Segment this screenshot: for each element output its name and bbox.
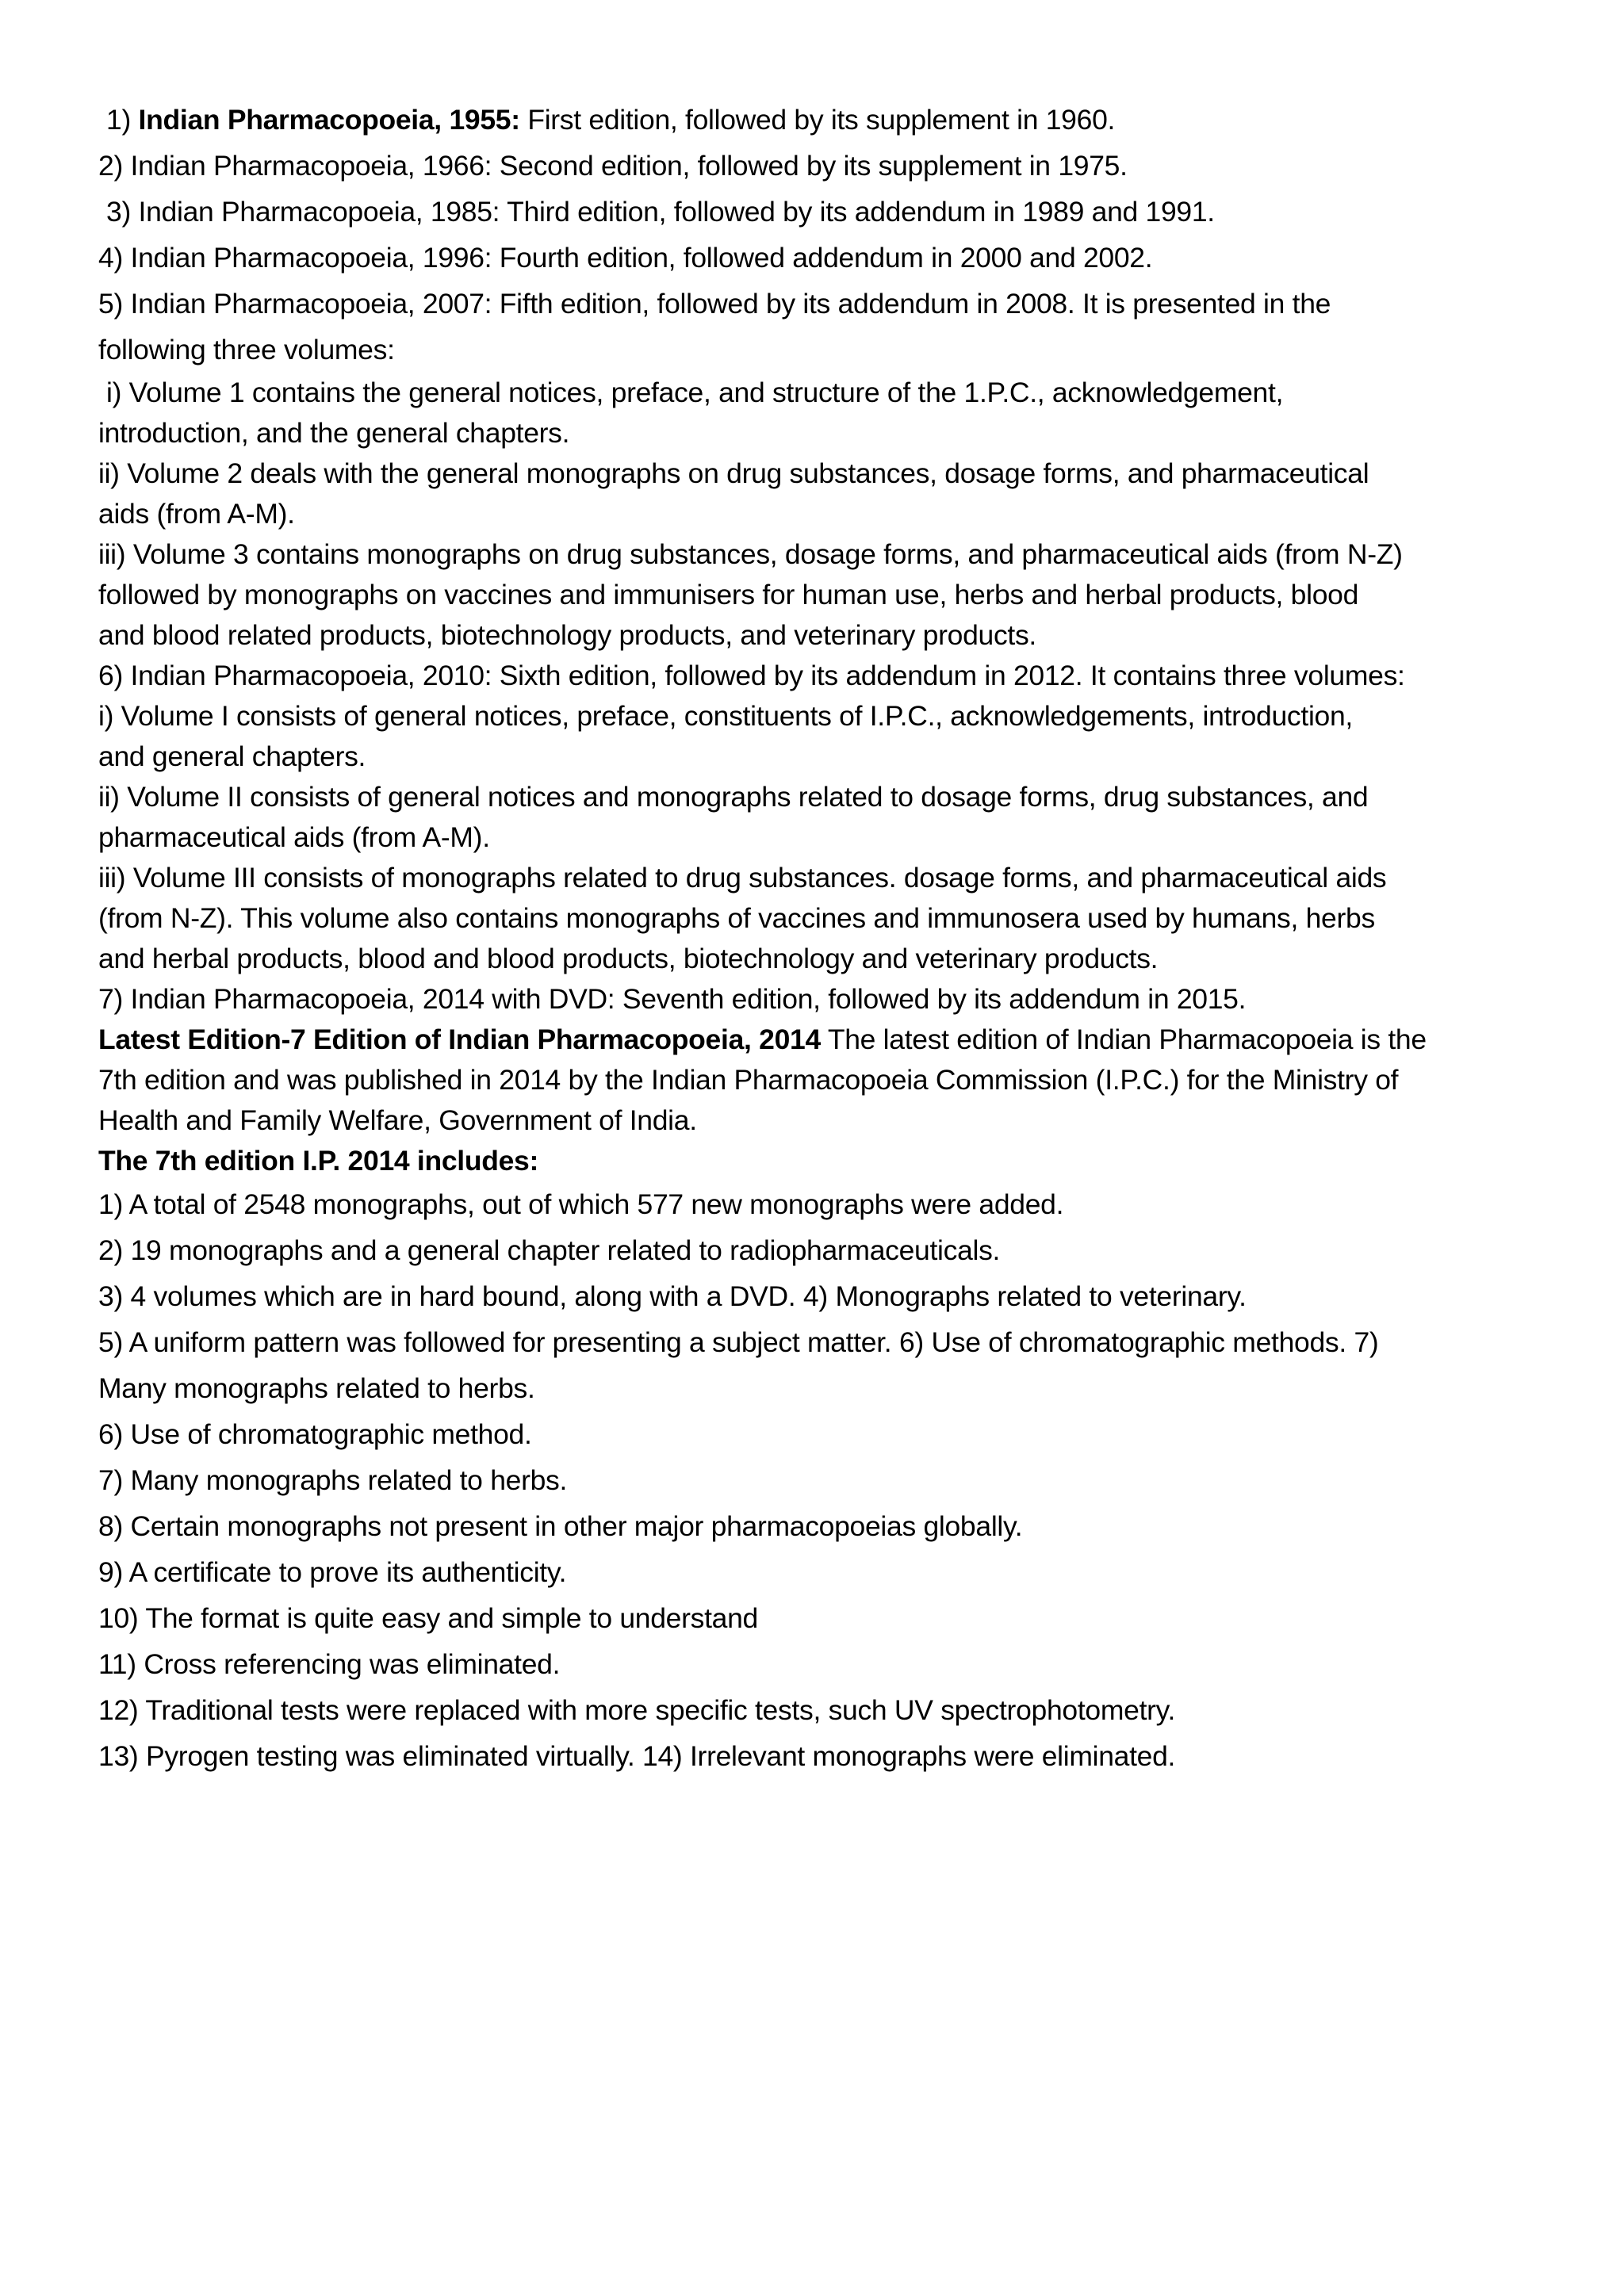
edition-1-number: 1) bbox=[106, 104, 131, 136]
edition-5-volume-1-line-2: introduction, and the general chapters. bbox=[98, 417, 570, 449]
edition-5-volume-3-line-2: followed by monographs on vaccines and immunisers for human use, herbs and herbal products, blood bbox=[98, 579, 1359, 610]
includes-item: 8) Certain monographs not present in other major pharmacopoeias globally. bbox=[98, 1510, 1023, 1542]
edition-6-volume-2-line-2: pharmaceutical aids (from A-M). bbox=[98, 821, 490, 853]
edition-6-volume-3-line-3: and herbal products, blood and blood products, biotechnology and veterinary products. bbox=[98, 943, 1159, 974]
edition-5-line-1: 5) Indian Pharmacopoeia, 2007: Fifth edition, followed by its addendum in 2008. It is presented in the bbox=[98, 288, 1331, 320]
edition-5-volume-3-line-3: and blood related products, biotechnology products, and veterinary products. bbox=[98, 619, 1036, 651]
edition-6-line-1: 6) Indian Pharmacopoeia, 2010: Sixth edition, followed by its addendum in 2012. It contains three volumes: bbox=[98, 660, 1405, 691]
includes-heading-text: The 7th edition I.P. 2014 includes: bbox=[98, 1145, 539, 1177]
edition-5-volume-2-line-1: ii) Volume 2 deals with the general monographs on drug substances, dosage forms, and pharmaceutical bbox=[98, 457, 1369, 489]
includes-item: 9) A certificate to prove its authenticity. bbox=[98, 1556, 567, 1588]
latest-edition-line-3: Health and Family Welfare, Government of India. bbox=[98, 1104, 697, 1136]
edition-5-volume-3-line-1: iii) Volume 3 contains monographs on drug substances, dosage forms, and pharmaceutical aids (from N-Z) bbox=[98, 538, 1403, 570]
edition-6-volume-2-line-1: ii) Volume II consists of general notices and monographs related to dosage forms, drug substances, and bbox=[98, 781, 1369, 813]
includes-item: 2) 19 monographs and a general chapter related to radiopharmaceuticals. bbox=[98, 1234, 1001, 1266]
includes-item: 11) Cross referencing was eliminated. bbox=[98, 1648, 561, 1680]
edition-6-volume-3-line-1: iii) Volume III consists of monographs related to drug substances. dosage forms, and pharmaceutical aids bbox=[98, 862, 1387, 894]
edition-4: 4) Indian Pharmacopoeia, 1996: Fourth edition, followed addendum in 2000 and 2002. bbox=[98, 242, 1153, 274]
includes-item: Many monographs related to herbs. bbox=[98, 1372, 535, 1404]
edition-1-text: First edition, followed by its supplement in 1960. bbox=[527, 104, 1116, 136]
edition-7: 7) Indian Pharmacopoeia, 2014 with DVD: Seventh edition, followed by its addendum in 2015. bbox=[98, 983, 1247, 1015]
includes-item: 10) The format is quite easy and simple to understand bbox=[98, 1602, 758, 1634]
edition-5-volume-1-line-1: i) Volume 1 contains the general notices, preface, and structure of the 1.P.C., acknowledgement, bbox=[106, 377, 1284, 408]
latest-edition-heading: Latest Edition-7 Edition of Indian Pharmacopoeia, 2014 bbox=[98, 1024, 821, 1055]
document-page bbox=[98, 97, 1542, 1779]
edition-1-title: Indian Pharmacopoeia, 1955: bbox=[138, 104, 520, 136]
edition-6-volume-3-line-2: (from N-Z). This volume also contains monographs of vaccines and immunosera used by humans, herbs bbox=[98, 902, 1375, 934]
edition-5-line-2: following three volumes: bbox=[98, 334, 395, 365]
includes-item: 3) 4 volumes which are in hard bound, along with a DVD. 4) Monographs related to veterinary. bbox=[98, 1280, 1247, 1312]
latest-edition-line-2: 7th edition and was published in 2014 by the Indian Pharmacopoeia Commission (I.P.C.) for the Ministry of bbox=[98, 1064, 1399, 1096]
edition-2: 2) Indian Pharmacopoeia, 1966: Second edition, followed by its supplement in 1975. bbox=[98, 150, 1128, 182]
edition-3: 3) Indian Pharmacopoeia, 1985: Third edition, followed by its addendum in 1989 and 1991. bbox=[106, 196, 1215, 228]
edition-5-volume-2-line-2: aids (from A-M). bbox=[98, 498, 295, 530]
includes-item: 5) A uniform pattern was followed for presenting a subject matter. 6) Use of chromatographic methods. 7) bbox=[98, 1326, 1379, 1358]
includes-item: 6) Use of chromatographic method. bbox=[98, 1418, 532, 1450]
edition-6-volume-1-line-1: i) Volume I consists of general notices, preface, constituents of I.P.C., acknowledgements, introduction, bbox=[98, 700, 1353, 732]
includes-item: 13) Pyrogen testing was eliminated virtually. 14) Irrelevant monographs were eliminated. bbox=[98, 1740, 1176, 1772]
includes-item: 7) Many monographs related to herbs. bbox=[98, 1464, 568, 1496]
latest-edition-line-1 bbox=[98, 1020, 1542, 1060]
edition-1 bbox=[98, 97, 1542, 143]
includes-heading bbox=[98, 1141, 1542, 1181]
edition-6-volume-1-line-2: and general chapters. bbox=[98, 740, 366, 772]
latest-edition-text: The latest edition of Indian Pharmacopoeia is the bbox=[820, 1024, 1427, 1055]
includes-item: 1) A total of 2548 monographs, out of which 577 new monographs were added. bbox=[98, 1188, 1064, 1220]
includes-item: 12) Traditional tests were replaced with more specific tests, such UV spectrophotometry. bbox=[98, 1694, 1176, 1726]
